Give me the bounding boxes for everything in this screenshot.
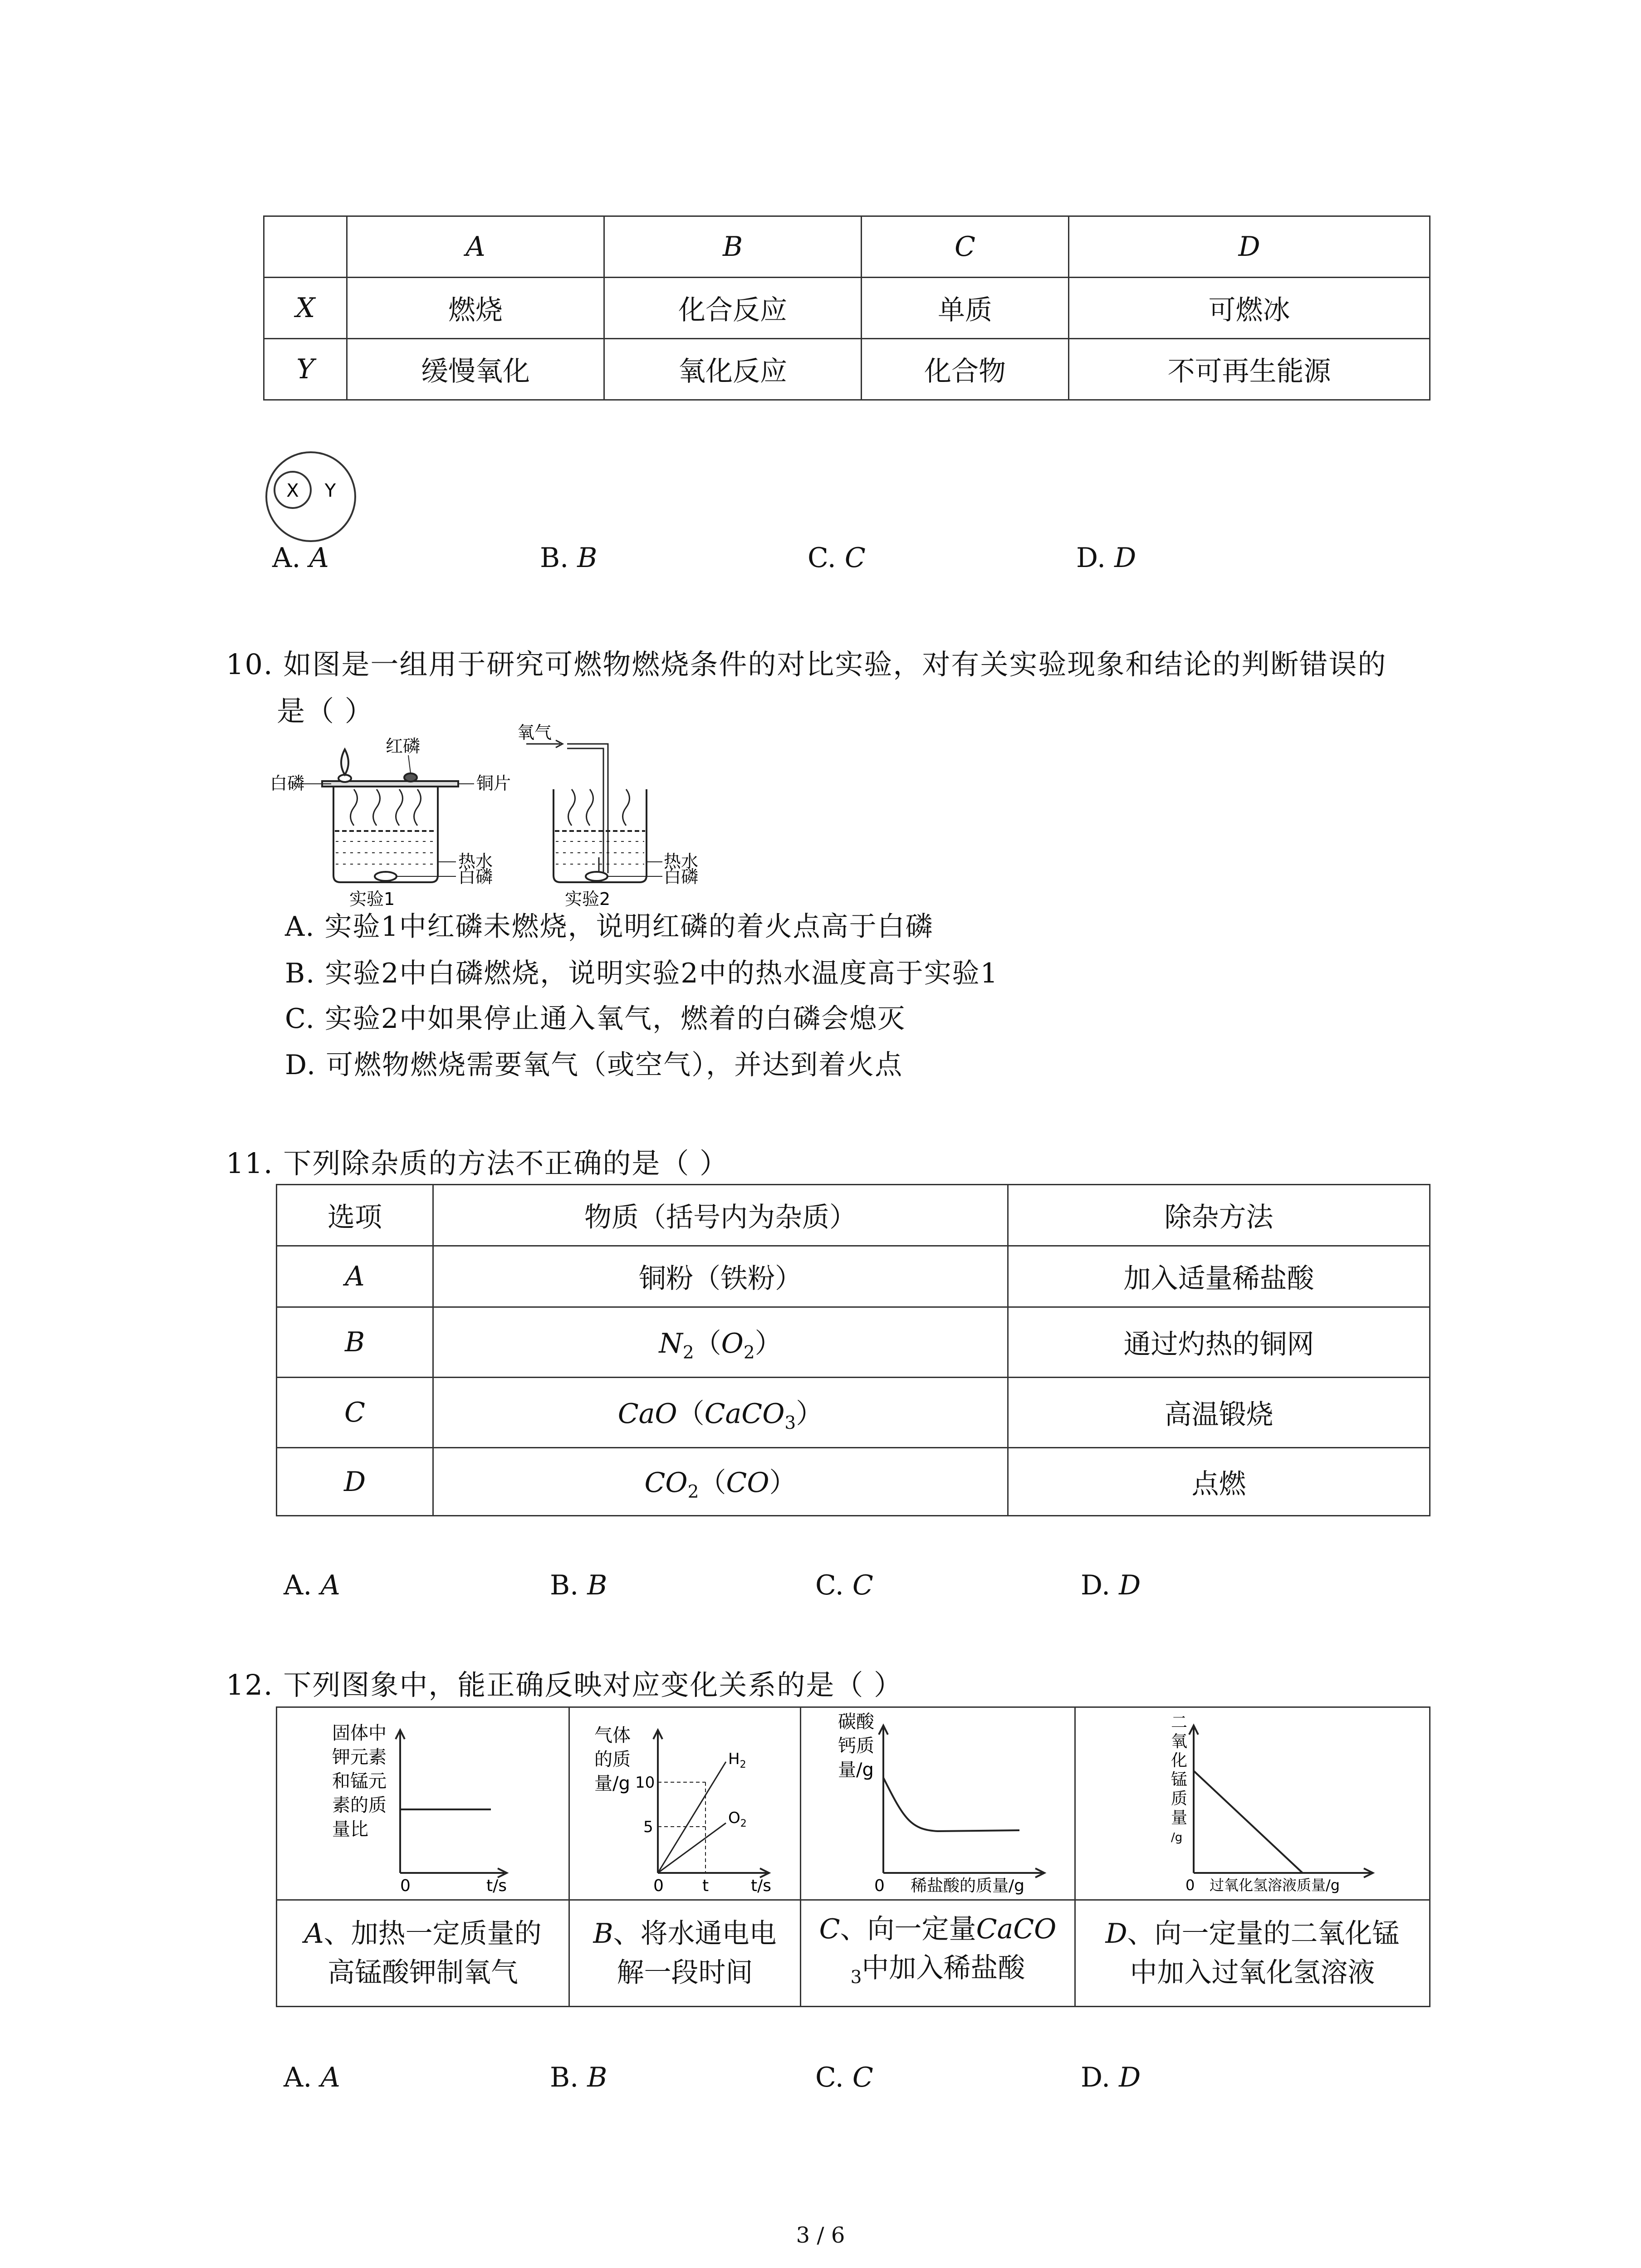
q10-experiment-figure bbox=[270, 723, 699, 909]
caption-text: 高锰酸钾制氧气 bbox=[328, 1957, 518, 1989]
caption-experiment-1: 实验1 bbox=[349, 889, 395, 909]
option-label: B. bbox=[540, 542, 569, 574]
option-value: A bbox=[320, 2062, 340, 2093]
q10-number: 10. bbox=[226, 648, 274, 681]
graph-d-ylabel: 锰 bbox=[1171, 1770, 1187, 1789]
caption-prefix: B bbox=[593, 1918, 613, 1950]
graph-d-ylabel: /g bbox=[1171, 1830, 1182, 1844]
q11-method-cell: 加入适量稀盐酸 bbox=[1008, 1246, 1430, 1307]
subscript: 2 bbox=[682, 1342, 694, 1363]
q9-cell: X bbox=[264, 278, 347, 339]
option-label: B. bbox=[550, 1569, 579, 1601]
graph-d-ylabel: 氧 bbox=[1171, 1732, 1187, 1751]
graph-b-xlabel: t/s bbox=[750, 1876, 771, 1895]
label-white-phosphorus-top: 白磷 bbox=[270, 773, 305, 793]
q12-caption-b bbox=[569, 1900, 801, 2007]
q10-option-d[interactable]: D. 可燃物燃烧需要氧气（或空气），并达到着火点 bbox=[285, 1049, 903, 1081]
venn-x-label: X bbox=[286, 480, 299, 501]
graph-c-ylabel: 量/g bbox=[838, 1759, 874, 1780]
option-label: D. bbox=[1081, 2062, 1111, 2093]
q10-stem-line2: 是（ ） bbox=[277, 694, 374, 728]
q12-caption-row bbox=[277, 1900, 1430, 2007]
graph-a-ylabel: 量比 bbox=[332, 1818, 368, 1840]
q9-option-d[interactable] bbox=[1076, 542, 1136, 574]
substance-main: CO bbox=[644, 1467, 688, 1499]
q12-caption-d bbox=[1075, 1900, 1430, 2007]
q11-row bbox=[277, 1378, 1430, 1448]
q11-row bbox=[277, 1448, 1430, 1516]
q12-option-d[interactable] bbox=[1081, 2062, 1141, 2093]
q9-cell: 氧化反应 bbox=[604, 339, 862, 400]
q11-row bbox=[277, 1246, 1430, 1307]
q10-stem-line1 bbox=[226, 642, 1386, 682]
q9-cell bbox=[264, 216, 347, 278]
graph-b-h2-line bbox=[658, 1762, 726, 1873]
q11-header-row bbox=[277, 1185, 1430, 1246]
label-copper: 铜片 bbox=[476, 773, 511, 793]
caption-text: 、加热一定质量的 bbox=[323, 1918, 542, 1950]
subscript: 3 bbox=[784, 1413, 796, 1433]
q11-option-c[interactable] bbox=[815, 1569, 873, 1601]
experiment-1 bbox=[293, 749, 474, 882]
q11-substance-cell: $N_2(O_2)$ bbox=[433, 1307, 1008, 1378]
graph-d bbox=[1080, 1710, 1425, 1894]
option-label: D. bbox=[1081, 1569, 1111, 1601]
graph-b-ylabel: 量/g bbox=[594, 1773, 630, 1794]
option-value: D bbox=[1114, 542, 1136, 574]
q11-substance-cell: 铜粉（铁粉） bbox=[433, 1246, 1008, 1307]
graph-b-tick-5: 5 bbox=[643, 1818, 653, 1836]
q11-option-cell: C bbox=[277, 1378, 433, 1448]
option-value: C bbox=[852, 2062, 873, 2093]
venn-y-label: Y bbox=[324, 480, 336, 501]
graph-b-tick-10: 10 bbox=[635, 1773, 655, 1792]
label-white-phosphorus-2: 白磷 bbox=[664, 867, 699, 887]
q12-option-b[interactable] bbox=[550, 2062, 607, 2093]
option-label: C. bbox=[815, 1569, 844, 1601]
q12-option-a[interactable] bbox=[284, 2062, 340, 2093]
option-value: B bbox=[587, 1569, 607, 1601]
experiment-2 bbox=[526, 740, 662, 882]
graph-c-origin: 0 bbox=[874, 1876, 885, 1895]
q12-stem: 下列图象中，能正确反映对应变化关系的是（ ） bbox=[283, 1668, 903, 1701]
substance-main: 铜粉 bbox=[639, 1263, 693, 1295]
graph-d-xlabel: 过氧化氢溶液质量/g bbox=[1209, 1876, 1340, 1894]
q9-venn-diagram bbox=[263, 454, 363, 540]
graph-a-ylabel: 钾元素 bbox=[332, 1746, 387, 1768]
subscript: 2 bbox=[687, 1482, 699, 1502]
graph-a-ylabel: 素的质 bbox=[332, 1794, 387, 1816]
option-value: A bbox=[320, 1569, 340, 1601]
option-label: B. bbox=[550, 2062, 579, 2093]
substance-impurity: CaCO bbox=[704, 1398, 785, 1430]
option-value: B bbox=[587, 2062, 607, 2093]
graph-d-line bbox=[1194, 1771, 1303, 1873]
q9-table bbox=[263, 215, 1430, 401]
q11-option-cell: A bbox=[277, 1246, 433, 1307]
graph-b-o2-label: $O_2$ bbox=[728, 1809, 747, 1829]
graph-c-ylabel: 碳酸 bbox=[838, 1711, 874, 1732]
q11-number: 11. bbox=[226, 1147, 274, 1180]
q12-graph-cell-b bbox=[569, 1707, 801, 1900]
graph-d-origin: 0 bbox=[1185, 1876, 1195, 1894]
graph-d-ylabel: 质 bbox=[1171, 1789, 1187, 1808]
q9-row-y bbox=[264, 339, 1430, 400]
q10-stem: 如图是一组用于研究可燃物燃烧条件的对比实验，对有关实验现象和结论的判断错误的 bbox=[283, 648, 1387, 681]
option-value: C bbox=[852, 1569, 873, 1601]
page-number: 3 / 6 bbox=[796, 2223, 845, 2248]
q12-option-c[interactable] bbox=[815, 2062, 873, 2093]
q11-option-b[interactable] bbox=[550, 1569, 607, 1601]
label-hot-water-1: 热水 bbox=[458, 851, 493, 871]
label-hot-water-2: 热水 bbox=[664, 851, 699, 871]
q9-cell: 单质 bbox=[862, 278, 1069, 339]
q12-graph-row bbox=[277, 1707, 1430, 1900]
caption-text: 中加入稀盐酸 bbox=[862, 1952, 1025, 1984]
subscript: 3 bbox=[850, 1967, 862, 1988]
graph-b-origin: 0 bbox=[653, 1876, 664, 1895]
option-label: A. bbox=[284, 2062, 312, 2093]
q9-cell: 化合反应 bbox=[604, 278, 862, 339]
q9-option-a[interactable] bbox=[272, 542, 329, 574]
q9-cell: 可燃冰 bbox=[1069, 278, 1430, 339]
label-white-phosphorus-1: 白磷 bbox=[458, 867, 493, 887]
q11-header-cell: 选项 bbox=[277, 1185, 433, 1246]
q12-graph-cell-a bbox=[277, 1707, 569, 1900]
caption-prefix: D bbox=[1105, 1918, 1127, 1950]
option-label: D. bbox=[1076, 542, 1106, 574]
label-oxygen: 氧气 bbox=[517, 723, 552, 743]
caption-text: 、向一定量 bbox=[840, 1913, 976, 1945]
caption-text: 、向一定量的二氧化锰 bbox=[1127, 1918, 1400, 1950]
q12-caption-c bbox=[801, 1900, 1075, 2007]
q9-option-c[interactable] bbox=[808, 542, 866, 574]
graph-b-o2-line bbox=[658, 1823, 726, 1873]
caption-experiment-2: 实验2 bbox=[565, 889, 611, 909]
option-value: C bbox=[844, 542, 866, 574]
option-label: A. bbox=[272, 542, 301, 574]
graph-b-ylabel: 的质 bbox=[594, 1749, 631, 1770]
q11-header-cell: 除杂方法 bbox=[1008, 1185, 1430, 1246]
q11-header-cell: 物质（括号内为杂质） bbox=[433, 1185, 1008, 1246]
graph-a bbox=[287, 1710, 559, 1895]
q9-option-b[interactable] bbox=[540, 542, 597, 574]
q11-table bbox=[276, 1184, 1430, 1516]
graph-d-ylabel: 量 bbox=[1171, 1808, 1187, 1827]
q12-number: 12. bbox=[226, 1668, 274, 1701]
caption-prefix: C bbox=[819, 1913, 840, 1945]
substance-impurity: CO bbox=[726, 1467, 769, 1499]
q11-row bbox=[277, 1307, 1430, 1378]
caption-formula: CaCO bbox=[976, 1913, 1057, 1945]
substance-impurity: 铁粉 bbox=[720, 1263, 775, 1295]
graph-c-xlabel: 稀盐酸的质量/g bbox=[911, 1876, 1024, 1895]
q11-stem-line bbox=[226, 1141, 729, 1181]
q11-option-cell: B bbox=[277, 1307, 433, 1378]
graph-a-origin: 0 bbox=[400, 1876, 411, 1895]
q9-cell: D bbox=[1069, 216, 1430, 278]
graph-b-xtick-t: t bbox=[702, 1876, 709, 1895]
caption-text: 解一段时间 bbox=[617, 1957, 753, 1989]
q9-cell: C bbox=[862, 216, 1069, 278]
q10-option-a[interactable]: A. 实验1中红磷未燃烧，说明红磷的着火点高于白磷 bbox=[285, 911, 934, 943]
q11-method-cell: 高温锻烧 bbox=[1008, 1378, 1430, 1448]
caption-text: 中加入过氧化氢溶液 bbox=[1130, 1957, 1375, 1989]
q11-substance-cell: CaO（CaCO$_3$） bbox=[433, 1378, 1008, 1448]
q11-option-cell: D bbox=[277, 1448, 433, 1516]
q9-cell: 不可再生能源 bbox=[1069, 339, 1430, 400]
q11-option-a[interactable] bbox=[284, 1569, 340, 1601]
graph-b-h2-label: $H_2$ bbox=[728, 1750, 746, 1770]
q11-stem: 下列除杂质的方法不正确的是（ ） bbox=[283, 1147, 729, 1180]
q12-table bbox=[276, 1706, 1430, 2007]
caption-prefix: A bbox=[304, 1918, 324, 1950]
q12-caption-a bbox=[277, 1900, 569, 2007]
option-value: D bbox=[1119, 1569, 1141, 1601]
graph-c-ylabel: 钙质 bbox=[838, 1735, 874, 1756]
q11-substance-cell: $CO_2(CO)$ bbox=[433, 1448, 1008, 1516]
q12-stem-line bbox=[226, 1662, 903, 1703]
caption-text: 、将水通电电 bbox=[613, 1918, 777, 1950]
graph-a-xlabel: t/s bbox=[486, 1876, 507, 1895]
q11-option-d[interactable] bbox=[1081, 1569, 1141, 1601]
q9-cell: 化合物 bbox=[862, 339, 1069, 400]
q9-cell: Y bbox=[264, 339, 347, 400]
substance-impurity: O bbox=[721, 1327, 744, 1359]
graph-b bbox=[576, 1710, 794, 1895]
graph-c-curve bbox=[883, 1778, 1019, 1831]
option-label: C. bbox=[808, 542, 836, 574]
q9-cell: A bbox=[347, 216, 604, 278]
option-label: C. bbox=[815, 2062, 844, 2093]
graph-a-ylabel: 和锰元 bbox=[332, 1770, 387, 1792]
option-value: D bbox=[1119, 2062, 1141, 2093]
graph-d-ylabel: 化 bbox=[1171, 1751, 1187, 1770]
graph-b-ylabel: 气体 bbox=[594, 1725, 631, 1746]
q9-cell: 燃烧 bbox=[347, 278, 604, 339]
substance-main: CaO bbox=[617, 1398, 677, 1430]
label-red-phosphorus: 红磷 bbox=[386, 736, 421, 756]
graph-d-ylabel: 二 bbox=[1171, 1713, 1187, 1732]
graph-a-ylabel: 固体中 bbox=[332, 1722, 387, 1744]
graph-c bbox=[806, 1710, 1069, 1895]
q9-header-row bbox=[264, 216, 1430, 278]
q11-method-cell: 点燃 bbox=[1008, 1448, 1430, 1516]
option-value: A bbox=[309, 542, 329, 574]
q10-option-b[interactable]: B. 实验2中白磷燃烧，说明实验2中的热水温度高于实验1 bbox=[285, 958, 999, 989]
q9-cell: 缓慢氧化 bbox=[347, 339, 604, 400]
q12-graph-cell-d bbox=[1075, 1707, 1430, 1900]
option-value: B bbox=[577, 542, 598, 574]
q12-graph-cell-c bbox=[801, 1707, 1075, 1900]
substance-main: N bbox=[659, 1327, 683, 1359]
subscript: 2 bbox=[743, 1342, 755, 1363]
option-label: A. bbox=[284, 1569, 312, 1601]
q10-option-c[interactable]: C. 实验2中如果停止通入氧气，燃着的白磷会熄灭 bbox=[285, 1003, 906, 1035]
q9-cell: B bbox=[604, 216, 862, 278]
q9-row-x bbox=[264, 278, 1430, 339]
q11-method-cell: 通过灼热的铜网 bbox=[1008, 1307, 1430, 1378]
